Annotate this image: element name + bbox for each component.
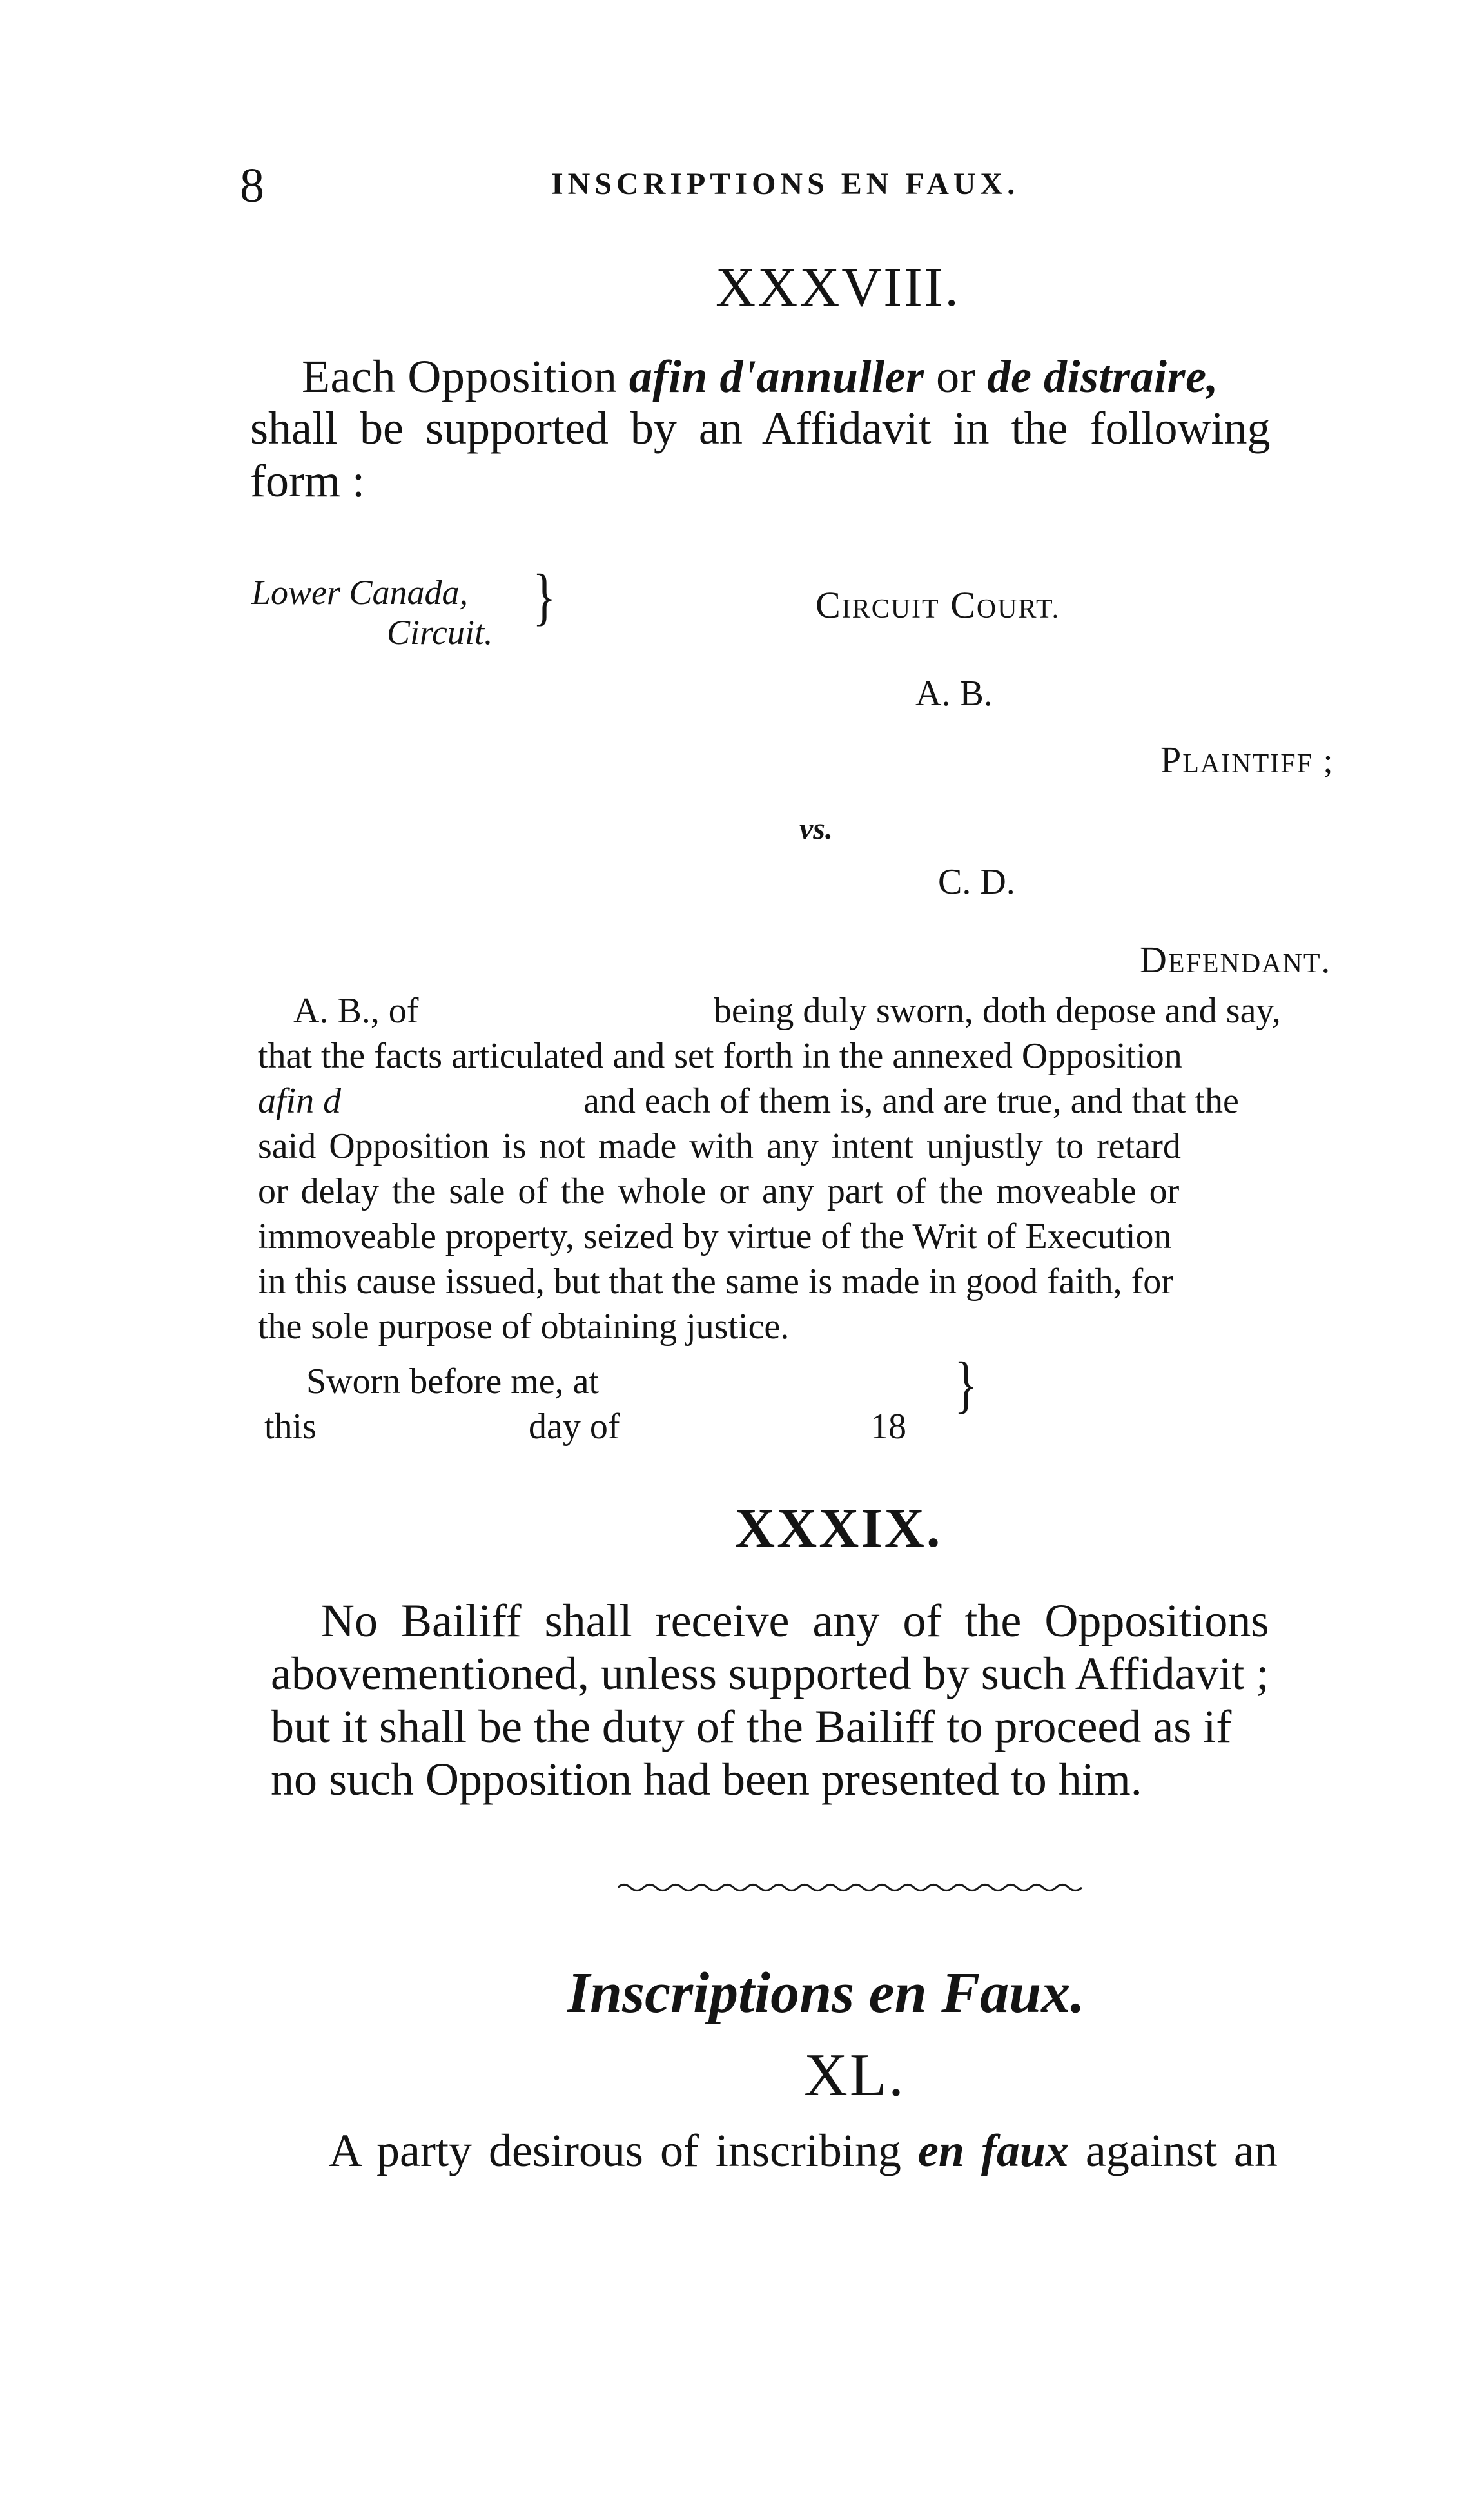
plaintiff-name: A. B. — [915, 674, 993, 714]
article-38-line-2: shall be supported by an Affidavit in the following — [250, 402, 1271, 454]
italic-phrase: afin d — [258, 1081, 342, 1121]
punctuation: ; — [1313, 741, 1334, 780]
article-38-line-1 — [302, 353, 1218, 400]
article-39-line-4: no such Opposition had been presented to him. — [271, 1753, 1142, 1805]
small-caps-initial: P — [1160, 739, 1183, 781]
article-39-line-3: but it shall be the duty of the Bailiff to proceed as if — [271, 1701, 1232, 1752]
affidavit-line-1b: being duly sworn, doth depose and say, — [714, 991, 1281, 1031]
affidavit-line-7: in this cause issued, but that the same is made in good faith, for — [258, 1262, 1173, 1302]
affidavit-line-1a: A. B., of — [293, 991, 419, 1031]
article-40-heading: XL. — [804, 2042, 906, 2109]
small-caps-initial: D — [1140, 939, 1168, 981]
affidavit-line-3b: and each of them is, and are true, and that the — [583, 1081, 1239, 1121]
sworn-line-1: Sworn before me, at — [306, 1362, 600, 1401]
text-span: or — [924, 351, 988, 402]
article-39-line-2: abovementioned, unless supported by such Affidavit ; — [271, 1648, 1269, 1699]
text-span: Each Opposition — [302, 351, 629, 402]
running-title: INSCRIPTIONS EN FAUX. — [551, 167, 1020, 201]
italic-phrase: de distraire, — [987, 351, 1219, 402]
text-span: against an — [1068, 2125, 1278, 2176]
article-38-heading: XXXVIII. — [716, 256, 961, 318]
text-span: A party desirous of inscribing — [329, 2125, 918, 2176]
small-caps-rest: IRCUIT — [841, 594, 940, 624]
caption-brace: } — [532, 562, 556, 632]
small-caps-initial: C — [939, 584, 977, 626]
affidavit-line-3a — [258, 1083, 341, 1119]
small-caps-rest: LAINTIFF — [1182, 749, 1313, 779]
page-number: 8 — [240, 159, 264, 213]
section-title: Inscriptions en Faux. — [567, 1961, 1085, 2025]
small-caps-initial: C — [815, 584, 842, 626]
article-38-line-3: form : — [250, 455, 365, 507]
affidavit-line-2: that the facts articulated and set forth in the annexed Opposition — [258, 1036, 1182, 1076]
article-39-line-1: No Bailiff shall receive any of the Oppositions — [321, 1595, 1269, 1646]
defendant-name: C. D. — [938, 862, 1015, 902]
sworn-this: this — [264, 1407, 317, 1447]
sworn-year: 18 — [870, 1407, 906, 1447]
affidavit-line-5: or delay the sale of the whole or any part of the moveable or — [258, 1171, 1180, 1211]
punctuation: . — [1321, 941, 1332, 980]
affidavit-line-4: said Opposition is not made with any intent unjustly to retard — [258, 1126, 1181, 1166]
small-caps-rest: EFENDANT — [1167, 949, 1322, 979]
ornament-rule — [618, 1879, 1088, 1896]
versus-label: vs. — [799, 812, 833, 846]
court-name — [815, 583, 1060, 627]
article-40-line-1 — [329, 2127, 1278, 2174]
jurisdiction-line-2: Circuit. — [387, 613, 493, 652]
jurisdiction-line-1: Lower Canada, — [251, 573, 469, 612]
sworn-brace: } — [954, 1349, 978, 1420]
plaintiff-label — [1160, 738, 1334, 781]
italic-phrase: en faux — [917, 2125, 1069, 2176]
small-caps-rest: OURT. — [976, 594, 1060, 624]
affidavit-line-6: immoveable property, seized by virtue of the Writ of Execution — [258, 1216, 1172, 1256]
article-39-heading: XXXIX. — [735, 1497, 942, 1559]
italic-phrase: afin d'annuller — [629, 351, 924, 402]
defendant-label — [1140, 938, 1331, 981]
sworn-day-of: day of — [529, 1407, 620, 1447]
affidavit-line-8: the sole purpose of obtaining justice. — [258, 1307, 790, 1347]
